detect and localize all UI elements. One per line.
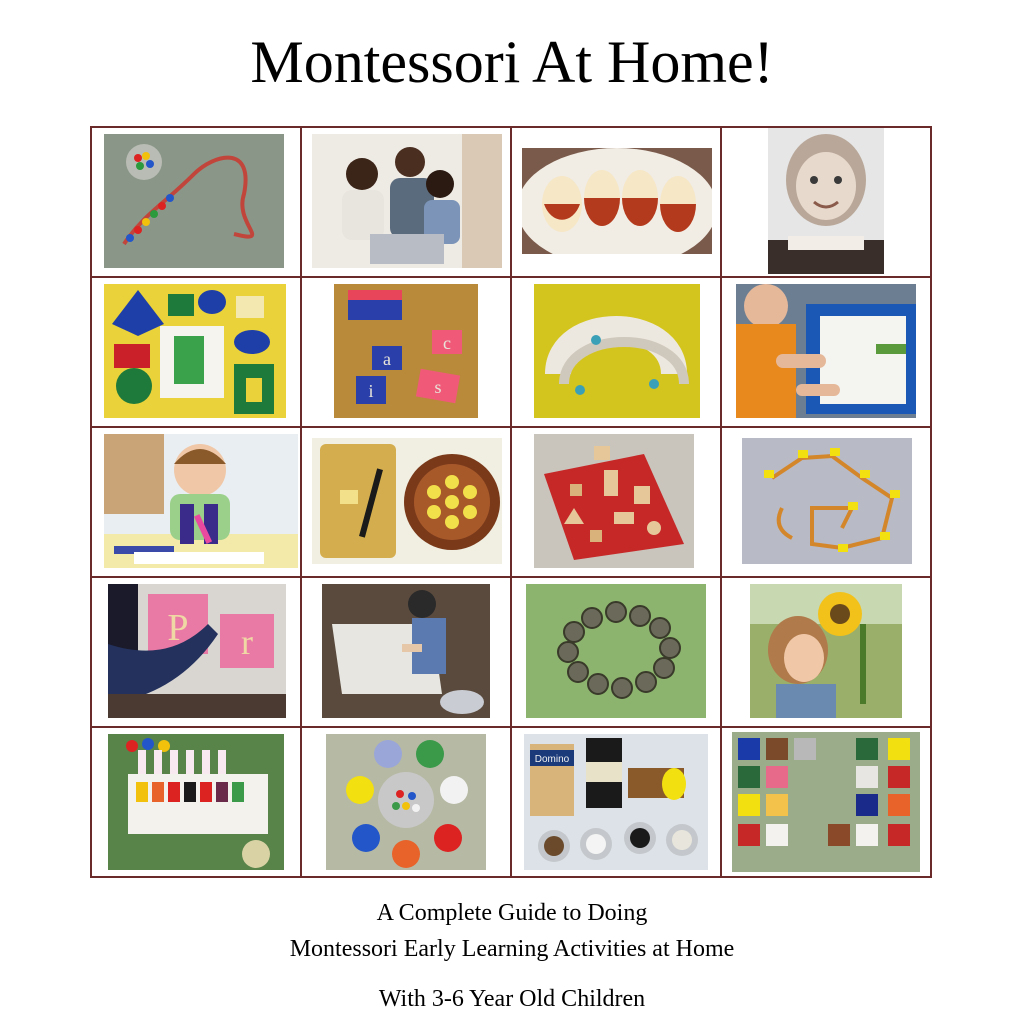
letter-i: i [368,381,374,401]
grid-cell [512,728,720,876]
grid-cell [722,128,930,276]
page-title: Montessori At Home! [250,29,774,95]
letter-c: c [443,333,451,353]
grid-cell [722,578,930,726]
grid-cell [722,728,930,876]
cylinder-blocks-photo [534,284,700,418]
grid-cell [512,578,720,726]
apple-halves-photo [522,148,712,254]
grid-cell [92,428,300,576]
photo-grid [90,126,932,878]
letter-P: P [167,607,189,649]
grid-cell [302,428,510,576]
grid-cell [512,278,720,426]
grid-cell [302,578,510,726]
kitchen-ingredients-photo [524,734,708,870]
grid-cell [302,728,510,876]
bead-chain-photo [742,438,912,564]
family-laptop-photo [312,134,502,268]
child-drawing-photo [104,434,298,568]
grid-cell [722,278,930,426]
sound-cylinders-photo [526,584,706,718]
grid-cell [92,128,300,276]
grid-cell [302,128,510,276]
sandpaper-letter-tracing-photo [108,584,286,718]
subtitle-line-3: With 3-6 Year Old Children [378,986,646,1012]
grid-cell [302,278,510,426]
subtitle-line-1: A Complete Guide to Doing [376,900,648,926]
grid-cell [92,578,300,726]
banana-cutting-photo [312,438,502,564]
color-tablets-photo [732,732,920,872]
child-table-washing-photo [322,584,490,718]
sandpaper-letters-photo [334,284,478,418]
child-sunflower-photo [750,584,902,718]
grid-cell [92,728,300,876]
letter-r: r [241,622,253,662]
letter-a: a [383,349,391,369]
letter-s: s [434,377,442,397]
geometric-solids-photo [534,434,694,568]
subtitle-line-2: Montessori Early Learning Activities at Home [289,936,735,962]
grid-cell [512,428,720,576]
grid-cell [722,428,930,576]
grid-cell [92,278,300,426]
child-tracing-photo [736,284,916,418]
bead-sorting-photo [326,734,486,870]
bead-stringing-photo [104,134,284,268]
metal-insets-photo [104,284,286,418]
girl-reading-photo [768,128,884,274]
grid-cell [512,128,720,276]
color-mixing-tray-photo [108,734,284,870]
domino-label: Domino [534,754,570,765]
